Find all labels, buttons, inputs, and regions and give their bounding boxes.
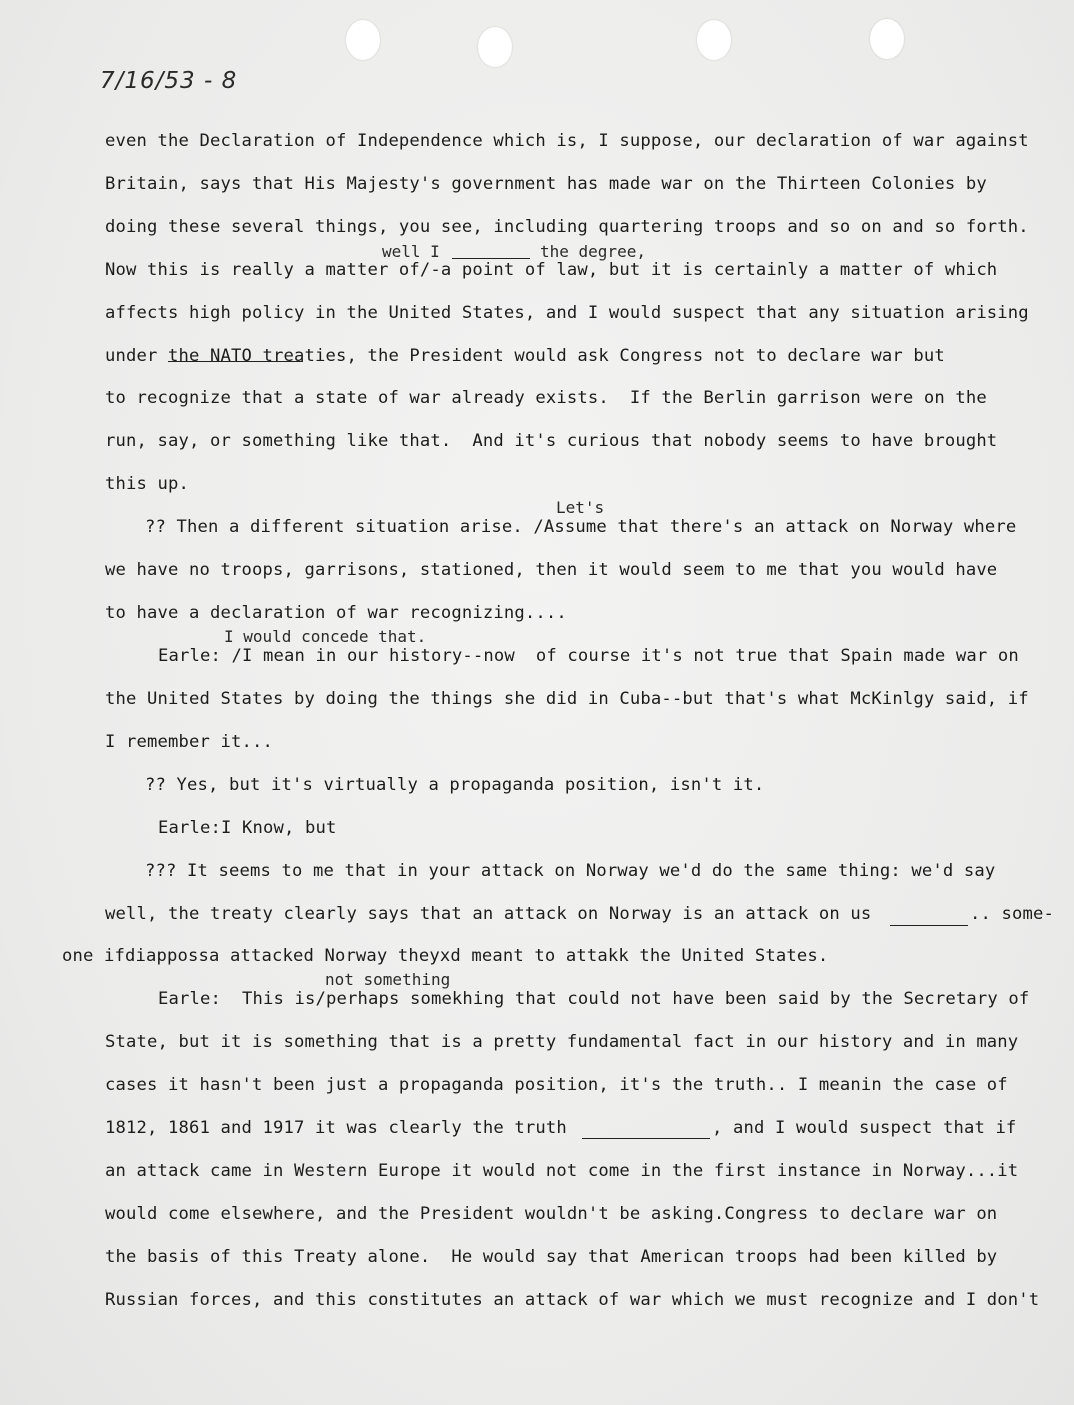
handwritten-insertion: I would concede that. (224, 627, 427, 646)
text-line: the United States by doing the things she did in Cuba--but that's what McKinlgy said, if (105, 689, 1029, 709)
text-line: Russian forces, and this constitutes an attack of war which we must recognize and I don't (105, 1290, 1040, 1310)
text-line: to recognize that a state of war already exists. If the Berlin garrison were on the (105, 388, 987, 408)
text-line: doing these several things, you see, including quartering troops and so on and so forth. (105, 217, 1029, 237)
text-line: the basis of this Treaty alone. He would say that American troops had been killed by (105, 1247, 998, 1267)
text-line: 1812, 1861 and 1917 it was clearly the truth (105, 1118, 567, 1138)
text-line: Earle: This is/perhaps somekhing that could not have been said by the Secretary of (158, 989, 1030, 1009)
blank-line (890, 911, 968, 926)
handwritten-insertion: well I (382, 242, 440, 261)
text-line: State, but it is something that is a pretty fundamental fact in our history and in many (105, 1032, 1019, 1052)
punch-hole (478, 27, 512, 67)
text-line: ?? Then a different situation arise. /Assume that there's an attack on Norway where (145, 517, 1017, 537)
blank-line (582, 1124, 710, 1139)
text-line: ??? It seems to me that in your attack on Norway we'd do the same thing: we'd say (145, 861, 996, 881)
text-line: to have a declaration of war recognizing.... (105, 603, 567, 623)
handwritten-insertion: not something (325, 970, 451, 989)
text-line: even the Declaration of Independence which is, I suppose, our declaration of war against (105, 131, 1029, 151)
text-line: under the NATO treaties, the President would ask Congress not to declare war but (105, 346, 945, 366)
underline-mark (168, 355, 303, 362)
text-line: run, say, or something like that. And it's curious that nobody seems to have brought (105, 431, 998, 451)
text-line: I remember it... (105, 732, 273, 752)
text-line: well, the treaty clearly says that an attack on Norway is an attack on us (105, 904, 872, 924)
text-line: this up. (105, 474, 189, 494)
page-date-number: 7/16/53 - 8 (100, 68, 238, 94)
text-line: .. some- (970, 904, 1054, 924)
text-line: Earle: /I mean in our history--now of course it's not true that Spain made war on (158, 646, 1019, 666)
text-line: cases it hasn't been just a propaganda position, it's the truth.. I meanin the case of (105, 1075, 1008, 1095)
handwritten-insertion: the degree, (540, 242, 646, 261)
text-line: an attack came in Western Europe it would not come in the first instance in Norway...it (105, 1161, 1019, 1181)
text-line: one ifdiappossa attacked Norway theyxd meant to attakk the United States. (62, 946, 829, 966)
handwritten-insertion: Let's (556, 498, 605, 517)
blank-line (452, 244, 530, 259)
text-line: we have no troops, garrisons, stationed, then it would seem to me that you would have (105, 560, 998, 580)
text-line: Now this is really a matter of/-a point of law, but it is certainly a matter of which (105, 260, 998, 280)
punch-hole (870, 19, 904, 59)
punch-hole (697, 20, 731, 60)
text-line: would come elsewhere, and the President wouldn't be asking.Congress to declare war on (105, 1204, 998, 1224)
text-line: Earle:I Know, but (158, 818, 337, 838)
text-line: ?? Yes, but it's virtually a propaganda position, isn't it. (145, 775, 765, 795)
text-line: affects high policy in the United States, and I would suspect that any situation arising (105, 303, 1029, 323)
text-line: Britain, says that His Majesty's government has made war on the Thirteen Colonies by (105, 174, 987, 194)
punch-hole (346, 20, 380, 60)
text-line: , and I would suspect that if (712, 1118, 1017, 1138)
